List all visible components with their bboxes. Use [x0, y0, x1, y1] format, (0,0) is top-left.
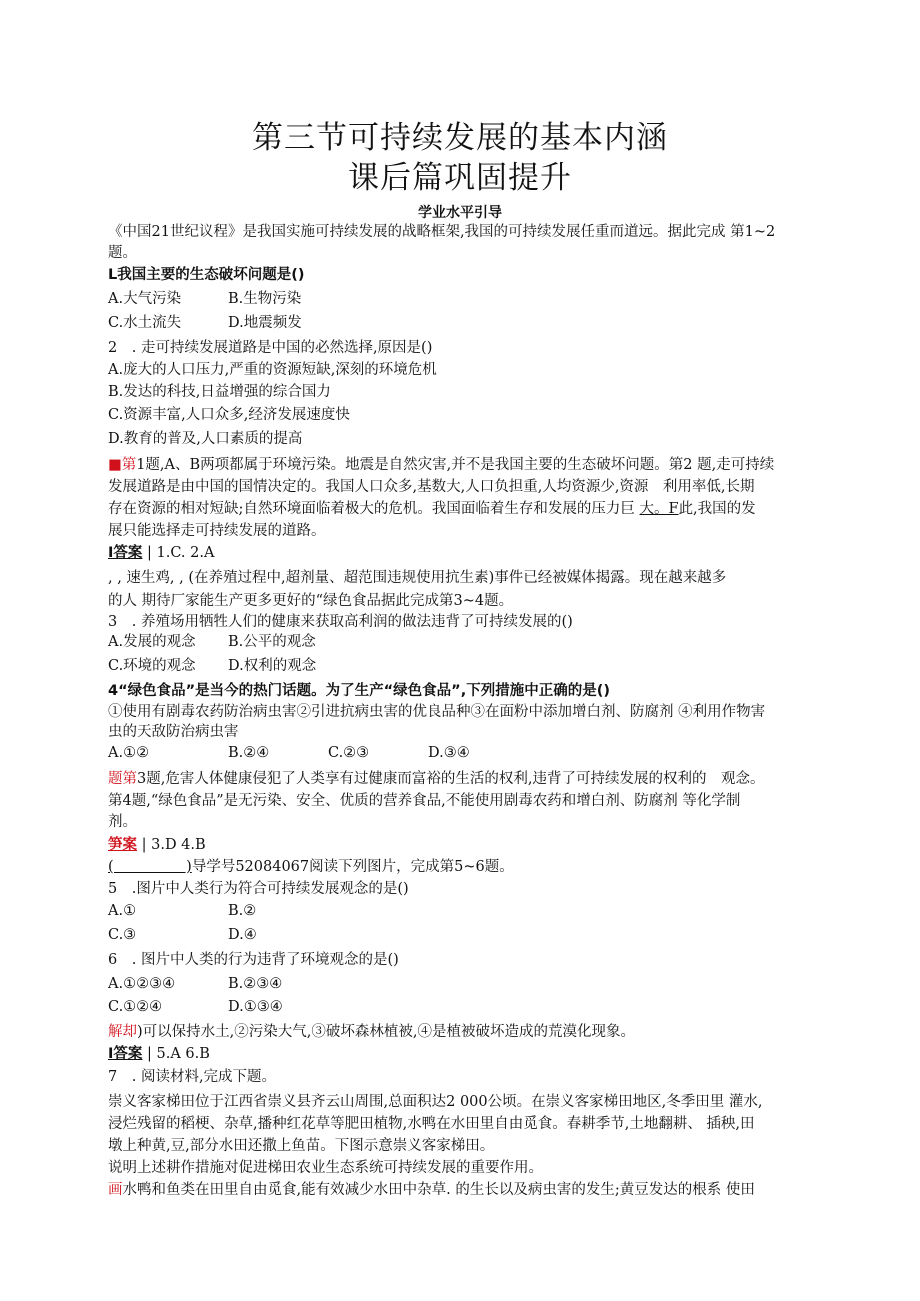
explanation-marker: ■第: [108, 457, 137, 473]
page-subtitle: 课后篇巩固提升: [348, 160, 572, 196]
answer-bar: |: [147, 1046, 152, 1062]
question-5-options-row-2: [108, 925, 824, 945]
q1-option-a: A.大气污染: [108, 291, 182, 307]
question-7-line-3: 墩上种黄,豆,部分水田还撒上鱼苗。下图示意崇义客家梯田。: [108, 1138, 495, 1154]
question-6-stem: 6 . 图片中人类的行为违背了环境观念的是(): [108, 952, 399, 968]
question-6-options-row-1: [108, 974, 824, 994]
q3-option-a: A.发展的观念: [108, 634, 196, 650]
q6-option-b: B.②③④: [228, 976, 283, 992]
q5-option-a: A.①: [108, 903, 137, 919]
answer-text: 1.C. 2.A: [156, 545, 215, 561]
explanation-marker: 题第: [108, 771, 137, 787]
q2-option-d: D.教育的普及,人口素质的提高: [108, 431, 303, 447]
q4-option-d: D.③④: [428, 745, 470, 761]
question-3-options-row-1: [108, 632, 824, 652]
q1-option-b: B.生物污染: [228, 291, 302, 307]
intro-3-4-line-2: 的人 期待厂家能生产更多更好的“绿色食品据此完成第3~4题。: [108, 593, 514, 609]
question-4-line-2: 虫的天敌防治病虫害: [108, 724, 239, 740]
q2-option-b: B.发达的科技,日益增强的综合国力: [108, 384, 331, 400]
explanation-1-2-line-2: 发展道路是由中国的国情决定的。我国人口众多,基数大,人口负担重,人均资源少,资源 利用率低,长期: [108, 479, 755, 495]
question-1-stem: L我国主要的生态破坏问题是(): [108, 267, 305, 283]
answer-text: 5.A 6.B: [156, 1046, 210, 1062]
q2-option-a: A.庞大的人口压力,严重的资源短缺,深刻的环境危机: [108, 362, 437, 378]
q3-option-b: B.公平的观念: [228, 634, 316, 650]
question-5-options-row-1: [108, 901, 824, 921]
explanation-marker: 解却: [108, 1024, 137, 1040]
answer-label: 笋案: [108, 837, 137, 853]
q4-option-b: B.②④: [228, 745, 270, 761]
question-4-stem: 4“绿色食品”是当今的热门话题。为了生产“绿色食品”,下列措施中正确的是(): [108, 683, 610, 699]
explanation-marker: 画: [108, 1182, 123, 1198]
question-4-options: [108, 743, 824, 763]
q5-option-b: B.②: [228, 903, 257, 919]
answer-bar: |: [141, 837, 147, 853]
question-7-line-4: 说明上述耕作措施对促进梯田农业生态系统可持续发展的重要作用。: [108, 1160, 543, 1176]
q1-option-d: D.地震频发: [228, 315, 302, 331]
q6-option-c: C.①②④: [108, 999, 163, 1015]
q4-option-a: A.①②: [108, 745, 150, 761]
question-1-options-row-2: [108, 313, 824, 333]
question-6-options-row-2: [108, 997, 824, 1017]
question-3-stem: 3 . 养殖场用牺牲人们的健康来获取高利润的做法违背了可持续发展的(): [108, 614, 573, 630]
question-4-line-1: ①使用有剧毒农药防治病虫害②引进抗病虫害的优良品种③在面粉中添加增白剂、防腐剂 ④利用作物害: [108, 704, 766, 720]
question-2-stem: 2 . 走可持续发展道路是中国的必然选择,原因是(): [108, 340, 433, 356]
q3-option-c: C.环境的观念: [108, 658, 196, 674]
section-heading: 学业水平引导: [418, 205, 502, 221]
q4-option-c: C.②③: [328, 745, 370, 761]
answer-label: I答案: [108, 545, 143, 561]
intro-5-6: ( )导学号52084067阅读下列图片，完成第5~6题。: [108, 859, 514, 875]
explanation-3-4-line-1: 题第3题,危害人体健康侵犯了人类享有过健康而富裕的生活的权利,违背了可持续发展的权利的 观念。: [108, 771, 765, 787]
answer-3-4: [108, 835, 824, 855]
explanation-1-2-line-3: 存在资源的相对短缺;自然环境面临着极大的危机。我国面临着生存和发展的压力巨 大。F此,我国的发: [108, 501, 756, 517]
answer-label: I答案: [108, 1046, 143, 1062]
question-3-options-row-2: [108, 656, 824, 676]
explanation-1-2-line-1: ■第1题,A、B两项都属于环境污染。地震是自然灾害,并不是我国主要的生态破坏问题。第2 题,走可持续: [108, 457, 775, 473]
q2-option-c: C.资源丰富,人口众多,经济发展速度快: [108, 407, 350, 423]
q6-option-d: D.①③④: [228, 999, 283, 1015]
q1-option-c: C.水土流失: [108, 315, 182, 331]
explanation-3-4-line-2: 第4题,“绿色食品”是无污染、安全、优质的营养食品,不能使用剧毒农药和增白剂、防腐剂 等化学制: [108, 793, 741, 809]
q3-option-d: D.权利的观念: [228, 658, 317, 674]
question-5-stem: 5 .图片中人类行为符合可持续发展观念的是(): [108, 881, 409, 897]
explanation-3-4-line-3: 剂。: [108, 814, 137, 830]
question-7-line-2: 浸烂残留的稻梗、杂草,播种红花草等肥田植物,水鸭在水田里自由觅食。春耕季节,土地翻耕、 插秧,田: [108, 1116, 755, 1132]
question-7-line-1: 崇义客家梯田位于江西省崇义县齐云山周围,总面积达2 000公顷。在崇义客家梯田地区,冬季田里 灌水,: [108, 1094, 763, 1110]
explanation-1-2-line-4: 展只能选择走可持续发展的道路。: [108, 523, 326, 539]
answer-bar: |: [147, 545, 152, 561]
guide-number-paren: ( ): [108, 859, 192, 875]
answer-5-6: [108, 1044, 824, 1064]
explanation-5-6: 解却)可以保持水土,②污染大气,③破坏森林植被,④是植被破坏造成的荒漠化现象。: [108, 1024, 635, 1040]
intro-1-2-line-2: 题。: [108, 245, 137, 261]
question-1-options-row-1: [108, 289, 824, 309]
intro-1-2-line-1: 《中国21世纪议程》是我国实施可持续发展的战略框架,我国的可持续发展任重而道远。据此完成 第1~2: [108, 224, 776, 240]
question-7-stem: 7 . 阅读材料,完成下题。: [108, 1069, 277, 1085]
q5-option-c: C.③: [108, 927, 137, 943]
intro-3-4-line-1: , , 速生鸡, , (在养殖过程中,超剂量、超范围违规使用抗生素)事件已经被媒体揭露。现在越来越多: [108, 570, 727, 586]
explanation-7: 画水鸭和鱼类在田里自由觅食,能有效减少水田中杂草. 的生长以及病虫害的发生;黄豆发达的根系 使田: [108, 1182, 755, 1198]
answer-1-2: [108, 543, 824, 563]
q6-option-a: A.①②③④: [108, 976, 176, 992]
q5-option-d: D.④: [228, 927, 257, 943]
answer-text: 3.D 4.B: [151, 837, 206, 853]
page-title: 第三节可持续发展的基本内涵: [252, 120, 668, 156]
